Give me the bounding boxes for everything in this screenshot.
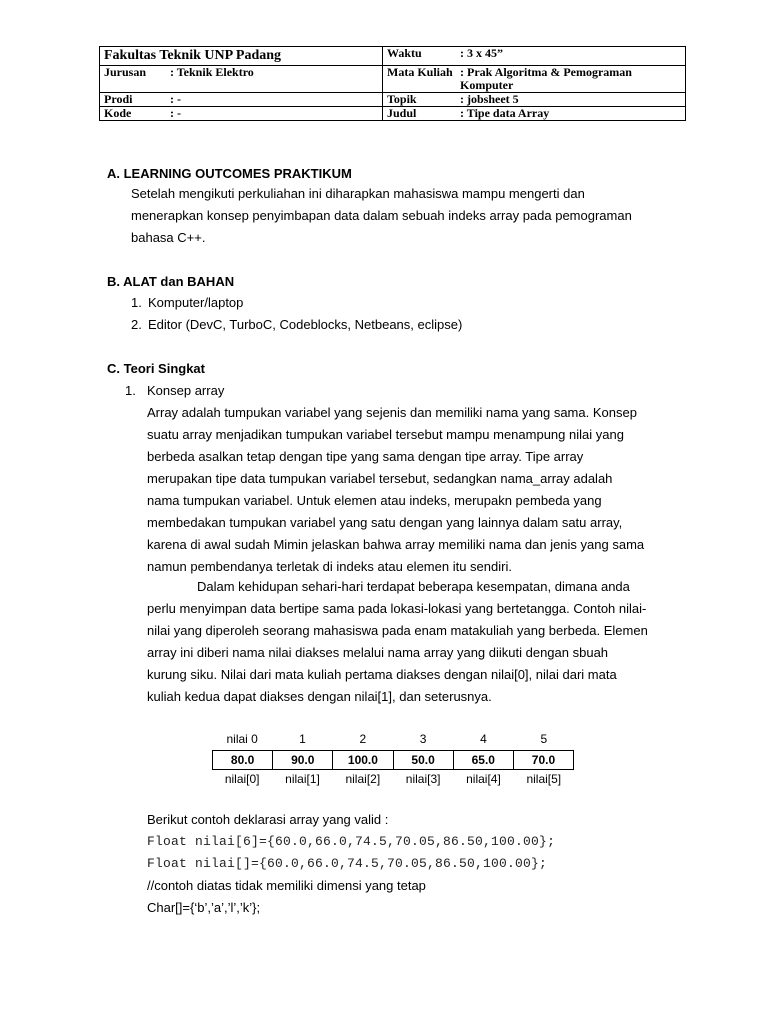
- array-index: 5: [540, 732, 548, 746]
- paragraph-line: kuliah kedua dapat diakses dengan nilai[1], dan seterusnya.: [147, 689, 492, 704]
- array-element-name: nilai[2]: [345, 772, 381, 786]
- array-element-name: nilai[3]: [405, 772, 441, 786]
- jurusan-cell: [100, 66, 383, 93]
- kode-value: : -: [170, 106, 181, 120]
- list-number: 1.: [131, 295, 142, 310]
- prodi-label: Prodi: [104, 92, 133, 106]
- section-a-paragraph: [131, 183, 679, 249]
- section-a-heading: A. LEARNING OUTCOMES PRAKTIKUM: [107, 166, 352, 181]
- waktu-label: Waktu: [387, 46, 422, 60]
- code-comment: //contoh diatas tidak memiliki dimensi yang tetap: [147, 878, 426, 893]
- array-element-name: nilai[0]: [224, 772, 260, 786]
- array-element-name: nilai[1]: [285, 772, 320, 786]
- code-line: Float nilai[6]={60.0,66.0,74.5,70.05,86.50,100.00};: [147, 834, 556, 849]
- array-element-name: nilai[4]: [466, 772, 501, 786]
- section-a-line: bahasa C++.: [131, 230, 206, 245]
- list-number: 2.: [131, 317, 142, 332]
- array-index: 2: [359, 732, 367, 746]
- topik-value: : jobsheet 5: [460, 92, 519, 106]
- array-name-row: [212, 772, 574, 786]
- judul-label: Judul: [387, 106, 417, 120]
- topik-cell: [383, 93, 686, 107]
- paragraph-line: karena di awal sudah Mimin jelaskan bahwa array memiliki nama dan jenis yang sama: [147, 537, 645, 552]
- theory-paragraph-1: [147, 402, 679, 578]
- paragraph-line: nilai yang diperoleh seorang mahasiswa pada enam matakuliah yang berbeda. Elemen: [147, 623, 648, 638]
- array-value-cell: 100.0: [333, 751, 393, 769]
- list-item: [131, 292, 651, 314]
- faculty-cell: [100, 47, 383, 66]
- section-b-heading: B. ALAT dan BAHAN: [107, 274, 235, 289]
- list-text: Konsep array: [147, 383, 225, 398]
- section-a-line: menerapkan konsep penyimbapan data dalam sebuah indeks array pada pemograman: [131, 208, 632, 223]
- waktu-cell: [383, 47, 686, 66]
- list-item: [125, 380, 224, 402]
- paragraph-line: Array adalah tumpukan variabel yang sejenis dan memiliki nama yang sama. Konsep: [147, 405, 637, 420]
- paragraph-line: nama tumpukan variabel. Untuk elemen atau indeks, merupakn pembeda yang: [147, 493, 602, 508]
- paragraph-line: suatu array menjadikan tumpukan variabel tersebut mampu menampung nilai yang: [147, 427, 624, 442]
- list-text: Komputer/laptop: [148, 295, 244, 310]
- array-index: 4: [480, 732, 487, 746]
- topik-label: Topik: [387, 92, 417, 106]
- jurusan-value: : Teknik Elektro: [170, 65, 254, 79]
- array-index-row: [212, 732, 574, 746]
- array-value-cell: 90.0: [273, 751, 333, 769]
- array-value-cell: 65.0: [454, 751, 514, 769]
- paragraph-line: Dalam kehidupan sehari-hari terdapat beberapa kesempatan, dimana anda: [197, 579, 630, 594]
- judul-value: : Tipe data Array: [460, 106, 550, 120]
- jurusan-label: Jurusan: [104, 65, 147, 79]
- paragraph-line: membedakan tumpukan variabel yang satu dengan yang lainnya dalam satu array,: [147, 515, 623, 530]
- paragraph-line: perlu menyimpan data bertipe sama pada lokasi-lokasi yang bertetangga. Contoh nilai-: [147, 601, 647, 616]
- judul-cell: [383, 107, 686, 121]
- faculty-name: Fakultas Teknik UNP Padang: [104, 48, 282, 63]
- list-number: 1.: [125, 383, 136, 398]
- array-index: nilai 0: [226, 732, 258, 746]
- list-text: Editor (DevC, TurboC, Codeblocks, Netbeans, eclipse): [148, 317, 463, 332]
- array-element-name: nilai[5]: [526, 772, 562, 786]
- kode-label: Kode: [104, 106, 132, 120]
- array-value-row: [212, 750, 574, 770]
- matkul-value: : Prak Algoritma & Pemograman Komputer: [460, 65, 632, 92]
- matkul-label: Mata Kuliah: [387, 65, 453, 79]
- array-index: 3: [419, 732, 427, 746]
- waktu-value: : 3 x 45”: [460, 46, 503, 60]
- matkul-cell: [383, 66, 686, 93]
- char-declaration: Char[]={‘b’,’a’,’l’,’k’};: [147, 900, 261, 915]
- prodi-cell: [100, 93, 383, 107]
- paragraph-line: merupakan tipe data tumpukan variabel tersebut, sedangkan nama_array adalah: [147, 471, 613, 486]
- paragraph-line: namun pembendanya terletak di indeks atau elemen itu sendiri.: [147, 559, 512, 574]
- declaration-block: [147, 809, 555, 919]
- header-table: [99, 46, 686, 121]
- array-value-cell: 80.0: [213, 751, 273, 769]
- paragraph-line: kurung siku. Nilai dari mata kuliah pertama diakses dengan nilai[0], nilai dari mata: [147, 667, 617, 682]
- paragraph-line: berbeda asalkan tetap dengan tipe yang sama dengan tipe array. Tipe array: [147, 449, 584, 464]
- theory-paragraph-2: [147, 576, 679, 708]
- array-value-cell: 70.0: [531, 753, 556, 767]
- array-index: 1: [299, 732, 306, 746]
- array-value-cell: 50.0: [394, 751, 454, 769]
- paragraph-line: array ini diberi nama nilai diakses melalui nama array yang diikuti dengan sbuah: [147, 645, 609, 660]
- prodi-value: : -: [170, 92, 181, 106]
- code-line: Float nilai[]={60.0,66.0,74.5,70.05,86.50,100.00};: [147, 856, 548, 871]
- kode-cell: [100, 107, 383, 121]
- list-item: [131, 314, 651, 336]
- section-c-heading: C. Teori Singkat: [107, 361, 205, 376]
- section-a-line: Setelah mengikuti perkuliahan ini diharapkan mahasiswa mampu mengerti dan: [131, 186, 585, 201]
- declaration-intro: Berikut contoh deklarasi array yang valid :: [147, 812, 389, 827]
